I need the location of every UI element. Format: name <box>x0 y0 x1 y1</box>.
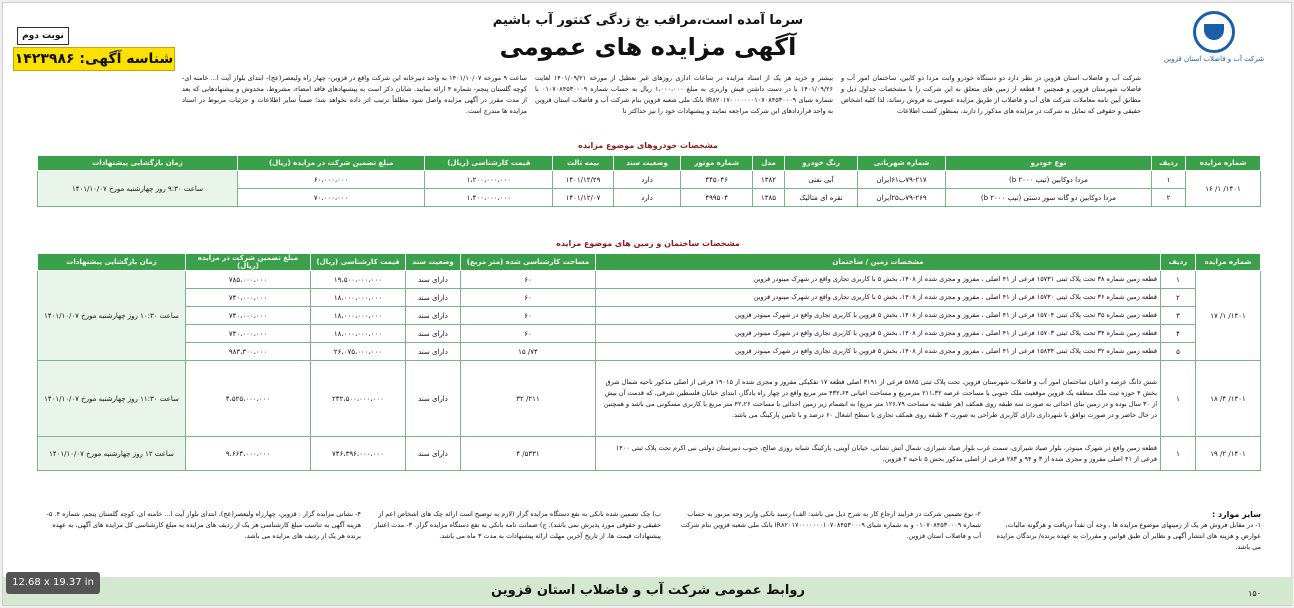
th-doc: وضعیت سند <box>613 156 680 171</box>
newspaper-ad <box>2 2 1292 606</box>
footer-public-relations: روابط عمومی شرکت آب و فاضلاب استان قزوین <box>3 577 1293 605</box>
doc-status: دارای سند <box>406 325 461 343</box>
page-title: آگهی مزایده های عمومی <box>499 33 797 61</box>
lands-section-title: مشخصات ساختمان و زمین های موضوع مزایده <box>556 239 740 248</box>
opening-time: ساعت ۱۲ روز چهارشنبه مورخ ۱۴۰۱/۱۰/۰۷ <box>38 437 186 471</box>
row-no: ۲ <box>1161 289 1196 307</box>
th-price: قیمت کارشناسی (ریال) <box>425 156 553 171</box>
water-drop-logo-icon <box>1193 11 1235 53</box>
auction-no: ۱۴۰۱/ ۴/ ۱۸ <box>1196 361 1261 437</box>
color: نقره ای متالیک <box>785 189 858 207</box>
doc-status: دارد <box>613 171 680 189</box>
th-doc: وضعیت سند <box>406 254 461 271</box>
doc-status: دارای سند <box>406 361 461 437</box>
page-number: ۱۵۰ <box>1248 589 1261 598</box>
land-description: قطعه زمین شماره ۳۶ تحت پلاک ثبتی ۱۵۷۳۰ فرعی از ۴۱ اصلی ، مفروز و مجزی شده از ۱۴۰۸، بخش ۵ با کاربری تجاری واقع در شهرک مینودر قزوین <box>596 289 1161 307</box>
auction-no: ۱۴۰۱/ ۱/ ۱۶ <box>1186 171 1261 207</box>
row-no: ۲ <box>1151 189 1185 207</box>
land-description: قطعه زمین شماره ۳۴ تحت پلاک ثبتی ۱۵۷۰۳ فرعی از ۴۱ اصلی ، مفروز و مجزی شده از ۱۴۰۸، بخش ۵ قزوین با کاربری تجاری واقع در شهرک مینودر قزوین <box>596 325 1161 343</box>
print-size-readout: 12.68 x 19.37 in <box>6 572 100 594</box>
engine-no: ۴۴۵۰۴۶ <box>681 171 753 189</box>
note-item: ۲- نوع تضمین شرکت در فرایند ارجاع کار به شرح ذیل می باشد: الف) رسید بانکی واریز وجه مزبور به حساب شماره ۰۱۰۷۰۸۴۵۳۰۰۰۹ و به شماره شبای IR۸۲۰۱۷۰۰۰۰۰۰۰۱۰۷۰۸۴۵۳۰۰۰۹ بانک ملی شعبه قزوین بنام شرکت آب و فاضلاب استان قزوین. <box>680 510 981 540</box>
model: ۱۳۸۲ <box>753 171 785 189</box>
note-item: ۱- در مقابل فروش هر یک از زمینهای موضوع مزایده ها ، وجه آن نقداً دریافت و هرگونه مالیات، عوارض و هزینه های انتشار آگهی و نظایر آن طبق قوانین و مقررات به عهده برنده/ برندگان مزایده می باشد. <box>996 521 1261 551</box>
row-no: ۱ <box>1161 437 1196 471</box>
doc-status: دارای سند <box>406 437 461 471</box>
price: ۲۳۲،۵۰۰،۰۰۰،۰۰۰ <box>311 361 406 437</box>
row-no: ۵ <box>1161 343 1196 361</box>
guarantee: ۷۸۵،۰۰۰،۰۰۰ <box>186 271 311 289</box>
th-model: مدل <box>753 156 785 171</box>
vehicle-type: مزدا دوکابین (تیپ b ۲۰۰۰) <box>945 171 1151 189</box>
opening-time: ساعت ۱۱:۳۰ روز چهارشنبه مورخ ۱۴۰۱/۱۰/۰۷ <box>38 361 186 437</box>
table-row <box>38 289 1261 307</box>
vehicles-section-title: مشخصات خودروهای موضوع مزایده <box>578 141 718 150</box>
engine-no: ۴۹۹۵۰۴ <box>681 189 753 207</box>
th-auction-no: شماره مزایده <box>1186 156 1261 171</box>
row-no: ۴ <box>1161 325 1196 343</box>
price: ۷۴۶،۳۹۶،۰۰۰،۰۰۰ <box>311 437 406 471</box>
intro-paragraph-1: شرکت آب و فاضلاب استان قزوین در نظر دارد دو دستگاه خودرو وانت مزدا دو کابین، ساختمان امور آب و فاضلاب شهرستان قزوین و همچنین ۶ قطعه از زمین های متعلق به این شرکت را با مشخصات جداول ذیل و مطابق آیین نامه معاملات شرکت های آب و فاضلاب از طریق مزایده عمومی به فروش رساند، لذا کلیه اشخاص حقیقی و حقوقی که تمایل به شرکت در مزایده های مذکور را دارند، بمنظور کسب اطلاعات <box>841 74 1141 115</box>
doc-status: دارای سند <box>406 343 461 361</box>
th-guarantee: مبلغ تضمین شرکت در مزایده (ریال) <box>237 156 424 171</box>
doc-status: دارای سند <box>406 307 461 325</box>
guarantee: ۷۴۰،۰۰۰،۰۰۰ <box>186 307 311 325</box>
th-vehicle-type: نوع خودرو <box>945 156 1151 171</box>
ad-id-badge: شناسه آگهی: ۱۴۲۳۹۸۶ <box>13 47 175 71</box>
guarantee: ۷۴۰،۰۰۰،۰۰۰ <box>186 325 311 343</box>
th-color: رنگ خودرو <box>785 156 858 171</box>
th-opening: زمان بازگشایی پیشنهادات <box>38 156 238 171</box>
price: ۲۶،۰۷۵،۰۰۰،۰۰۰ <box>311 343 406 361</box>
area: ۶۰ <box>461 271 596 289</box>
th-opening: زمان بازگشایی پیشنهادات <box>38 254 186 271</box>
land-description: قطعه زمین شماره ۳۲ تحت پلاک ثبتی ۱۵۸۳۴ فرعی از ۴۱ اصلی ، مفروز و مجزی شده از ۱۴۰۸، بخش ۵ قزوین با کاربری تجاری واقع در شهرک مینودر قزوین <box>596 343 1161 361</box>
area: ۶۰ <box>461 307 596 325</box>
area: ۶۰ <box>461 289 596 307</box>
round-badge: نوبت دوم <box>17 27 69 45</box>
price: ۱۹،۵۰۰،۰۰۰،۰۰۰ <box>311 271 406 289</box>
land-description: قطعه زمین شماره ۳۸ تحت پلاک ثبتی ۱۵۷۳۱ فرعی از ۴۱ اصلی ، مفروز و مجزی شده از ۱۴۰۸، بخش ۵ با کاربری تجاری واقع در شهرک مینودر قزوین <box>596 271 1161 289</box>
land-description: قطعه زمین شماره ۳۵ تحت پلاک ثبتی ۱۵۷۰۴ فرعی از ۴۱ اصلی ، مفروز و مجزی شده از ۱۴۰۸، بخش ۵ قزوین با کاربری تجاری واقع در شهرک مینودر قزوین <box>596 307 1161 325</box>
notes-title: سایر موارد : <box>1211 510 1261 519</box>
opening-time: ساعت ۹:۳۰ روز چهارشنبه مورخ ۱۴۰۱/۱۰/۰۷ <box>38 171 238 207</box>
table-row <box>38 343 1261 361</box>
guarantee: ۹۸۳،۳۰۰،۰۰۰ <box>186 343 311 361</box>
table-row <box>38 171 1261 189</box>
area: ۶۰ <box>461 325 596 343</box>
note-item: ۴- نشانی مزایده گزار : قزوین، چهارراه ولیعصر(عج)، ابتدای بلوار آیت ا... خامنه ای، کوچه گلستان پنجم، شماره ۴. ۵- هزینه آگهی به تناسب مبلغ کارشناسی هر یک از ردیف های مزایده به مبلغ کارشناسی کل مزایده های آگهی، به عهده برنده هر یک از ردیف های مزایده می باشد. <box>46 510 361 540</box>
intro-paragraph-2: بیشتر و خرید هر یک از اسناد مزایده در ساعات اداری روزهای غیر تعطیل از مورخه ۱۴۰۱/۰۹/۲۱ لغایت ۱۴۰۱/۰۹/۲۶ با در دست داشتن فیش واریزی به مبلغ ۱،۰۰۰،۰۰۰ ریال به حساب شماره ۰۱۰۷۰۸۴۵۳۰۰۰۹ با شماره شبای IR۸۲۰۱۷۰۰۰۰۰۰۰۱۰۷۰۸۴۵۳۰۰۰۹ بانک ملی شعبه قزوین بنام شرکت آب و فاضلاب استان قزوین به واحد قراردادهای این شرکت مراجعه نمایند و پیشنهادات خود را نیز حداکثر تا <box>535 74 834 115</box>
area: ۵۳۳۱/ ۴ <box>461 437 596 471</box>
guarantee: ۴،۵۲۵،۰۰۰،۰۰۰ <box>186 361 311 437</box>
vehicles-table <box>37 155 1261 207</box>
row-no: ۱ <box>1151 171 1185 189</box>
doc-status: دارای سند <box>406 289 461 307</box>
guarantee: ۶۰،۰۰۰،۰۰۰ <box>237 171 424 189</box>
guarantee: ۹،۶۶۴،۰۰۰،۰۰۰ <box>186 437 311 471</box>
th-row: ردیف <box>1151 156 1185 171</box>
auction-no: ۱۴۰۱/ ۱/ ۱۷ <box>1196 271 1261 361</box>
th-price: قیمت کارشناسی (ریال) <box>311 254 406 271</box>
table-row <box>38 361 1261 437</box>
th-description: مشخصات زمین / ساختمان <box>596 254 1161 271</box>
area: ۷۴/ ۱۵ <box>461 343 596 361</box>
auction-no: ۱۴۰۱/ ۲/ ۱۹ <box>1196 437 1261 471</box>
th-engine: شماره موتور <box>681 156 753 171</box>
price: ۱،۲۰۰،۰۰۰،۰۰۰ <box>425 171 553 189</box>
price: ۱،۴۰۰،۰۰۰،۰۰۰ <box>425 189 553 207</box>
color: آبی نفتی <box>785 171 858 189</box>
table-row <box>38 307 1261 325</box>
th-row: ردیف <box>1161 254 1196 271</box>
guarantee: ۷۰،۰۰۰،۰۰۰ <box>237 189 424 207</box>
company-logo <box>1149 11 1279 77</box>
price: ۱۸،۰۰۰،۰۰۰،۰۰۰ <box>311 325 406 343</box>
notes-column-1 <box>991 509 1261 569</box>
table-row <box>38 437 1261 471</box>
row-no: ۱ <box>1161 271 1196 289</box>
th-auction-no: شماره مزایده <box>1196 254 1261 271</box>
note-item: ب) چک تضمین شده بانکی به نفع دستگاه مزایده گزار (لازم به توضیح است ارائه چک های اشخاص اعم از حقیقی و حقوقی مورد پذیرش نمی باشد). ج) ضمانت نامه بانکی به نفع دستگاه مزایده گزار. ۳- مدت اعتبار پیشنهادات قیمت ها، از تاریخ آخرین مهلت ارائه پیشنهادات به مدت ۳ ماه می باشد. <box>374 510 661 540</box>
logo-text: شرکت آب و فاضلاب استان قزوین <box>1163 55 1265 63</box>
model: ۱۳۸۵ <box>753 189 785 207</box>
vehicle-type: مزدا دوکابین دو گانه سوز دستی (تیپ b ۲۰۰۰) <box>945 189 1151 207</box>
th-area: مساحت کارشناسی شده (متر مربع) <box>461 254 596 271</box>
price: ۱۸،۰۰۰،۰۰۰،۰۰۰ <box>311 307 406 325</box>
table-header-row <box>38 156 1261 171</box>
th-guarantee: مبلغ تضمین شرکت در مزایده (ریال) <box>186 254 311 271</box>
land-description: قطعه زمین واقع در شهرک مینودر، بلوار صیاد شیرازی، سمت غرب بلوار صیاد شیرازی، شمال آتش نشانی، خیابان آوینی، پارکینگ شبانه روزی صالح، جنوب دبیرستان دولتی نبی اکرم تحت پلاک ثبتی ۱۴۰۰ فرعی از ۴۱ اصلی مفروز و مجزی شده از ۳ و ۹۴ و ۲۸۳ فرعی از اصلی مذکور بخش ۵ ناحیه ۲ قزوین. <box>596 437 1161 471</box>
table-row <box>38 271 1261 289</box>
guarantee: ۷۴۰،۰۰۰،۰۰۰ <box>186 289 311 307</box>
header <box>3 3 1293 67</box>
intro-paragraph-3: ساعت ۹ مورخه ۱۴۰۱/۱۰/۰۷ به واحد دبیرخانه این شرکت واقع در قزوین- چهار راه ولیعصر(عج)- ابتدای بلوار آیت ا... خامنه ای- کوچه گلستان پنجم- شماره ۴ ارائه نمایند. شایان ذکر است به پیشنهادهای فاقد امضاء، مشروط، مخدوش و پیشنهادهایی که بعد از مدت مقرر در آگهی مزایده واصل شود مطلقاً ترتیب اثر داده نخواهد شد؛ ضمناً سایر اطلاعات و جزئیات مربوط در اسناد مزایده ها مندرج است. <box>182 74 527 115</box>
price: ۱۸،۰۰۰،۰۰۰،۰۰۰ <box>311 289 406 307</box>
plate: ۷۹-۲۶۹ب۲۵ایران <box>858 189 946 207</box>
th-plate: شماره شهربانی <box>858 156 946 171</box>
row-no: ۳ <box>1161 307 1196 325</box>
area: ۲۱۱/ ۳۲ <box>461 361 596 437</box>
doc-status: دارد <box>613 189 680 207</box>
table-header-row <box>38 254 1261 271</box>
row-no: ۱ <box>1161 361 1196 437</box>
insurance: ۱۴۰۱/۱۲/۰۷ <box>553 189 614 207</box>
table-row <box>38 325 1261 343</box>
plate: ۷۹-۲۱۷ب۶۱ایران <box>858 171 946 189</box>
lands-table <box>37 253 1261 471</box>
building-description: شش دانگ عرصه و اعیان ساختمان امور آب و فاضلاب شهرستان قزوین، تحت پلاک ثبتی ۵۸۸۵ فرعی از ۳۱۹۱ اصلی قطعه ۱۷ تفکیکی مفروز و مجزی شده از ۱۹۰۱۵ فرعی از اصلی مذکور ناحیه شمال شرق بخش ۴ حوزه ثبت ملک منطقه یک قزوین موقعیت ملک جنوبی با مساحت عرصه ۲۱۱،۳۲ مترمربع و مساحت اعیانی ۴۳۲،۶۴ متر مربع واقع در چهار راه یادگار، ابتدای خیابان فلسطین شرقی، که قدمت آن بیش از ۳۰ سال بوده و در زمین بنای احداثی به صورت سه طبقه روی همکف (هر طبقه به مساحت ۱۲۶،۷۹ متر مربع) به انضمام زیر زمین احداثی با مساحت ۴۲،۲۶ متر مربع با کاربری مسکونی می باشد و همچنین در حال حاضر و در صورت توافق با شهرداری دارای کاربری طراحی به صورت ۳ طبقه روی همکف تجاری با سطح اشغال ۶۰ درصد و با تامین پارکینگ می باشد. <box>596 361 1161 437</box>
doc-status: دارای سند <box>406 271 461 289</box>
sub-headline: سرما آمده است،مراقب یخ زدگی کنتور آب باشیم <box>492 13 804 28</box>
insurance: ۱۴۰۱/۱۲/۲۹ <box>553 171 614 189</box>
th-insurance: بیمه ثالث <box>553 156 614 171</box>
opening-time: ساعت ۱۰:۳۰ روز چهارشنبه مورخ ۱۴۰۱/۱۰/۰۷ <box>38 271 186 361</box>
